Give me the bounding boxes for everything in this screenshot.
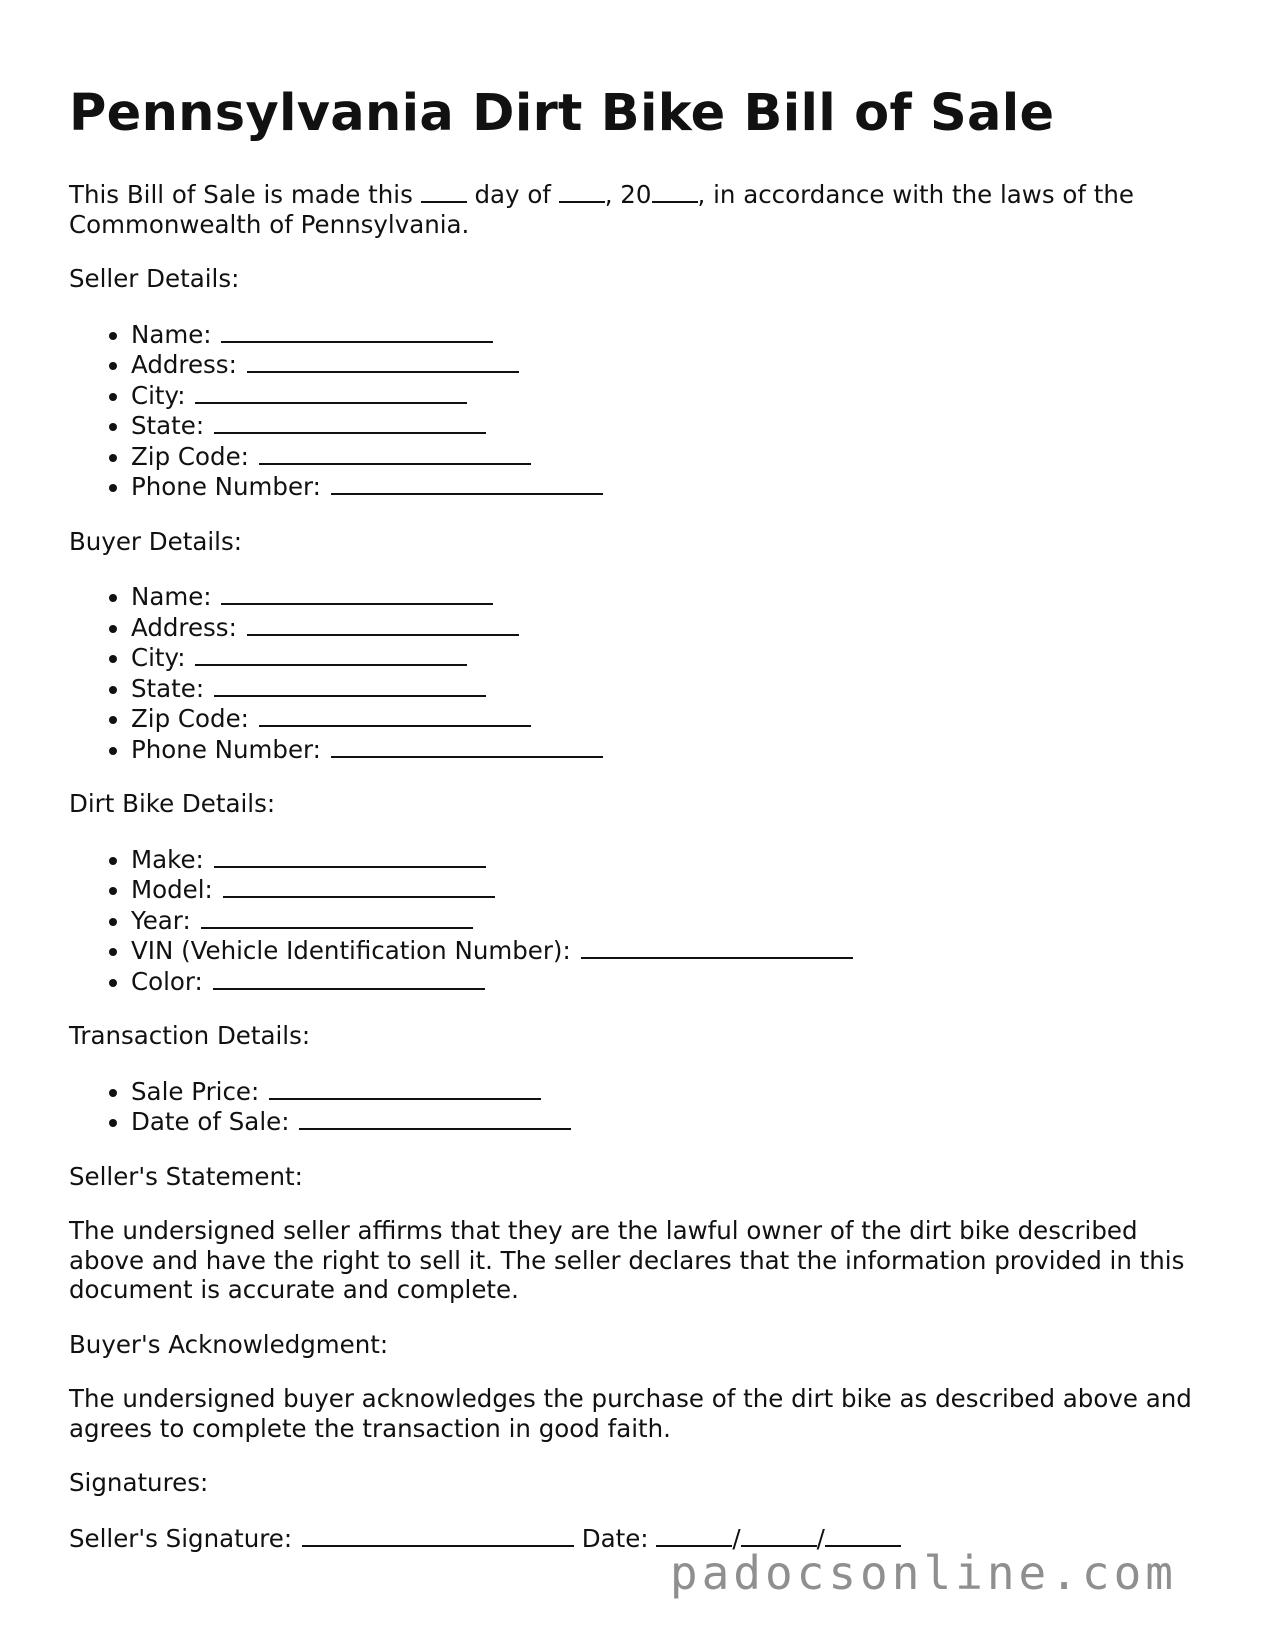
- list-item: [131, 349, 1209, 380]
- date-separator: /: [732, 1523, 741, 1553]
- list-item: [131, 874, 1209, 905]
- seller-address-label: Address:: [131, 350, 237, 379]
- sale-date-label: Date of Sale:: [131, 1107, 290, 1136]
- intro-text-1: This Bill of Sale is made this: [69, 180, 413, 209]
- list-item: [131, 319, 1209, 350]
- buyer-zip-blank[interactable]: [259, 703, 531, 727]
- seller-city-label: City:: [131, 380, 186, 410]
- intro-text-2: day of: [474, 180, 551, 209]
- seller-city-blank[interactable]: [195, 380, 467, 404]
- bike-details-heading: Dirt Bike Details:: [69, 789, 276, 818]
- buyer-city-blank[interactable]: [195, 642, 467, 666]
- transaction-field-list: [69, 1076, 1209, 1137]
- buyer-state-label: State:: [131, 673, 205, 703]
- bike-vin-blank[interactable]: [581, 935, 853, 959]
- seller-zip-blank[interactable]: [259, 441, 531, 465]
- document-title: Pennsylvania Dirt Bike Bill of Sale: [69, 84, 1055, 143]
- seller-statement-text: The undersigned seller affirms that they are the lawful owner of the dirt bike described above and have the right to sell it. The seller declares that the information provided in this document is accurate and complete.: [69, 1216, 1185, 1304]
- bike-make-blank[interactable]: [214, 844, 486, 868]
- list-item: [131, 935, 1209, 966]
- list-item: [131, 380, 1209, 411]
- buyer-name-label: Name:: [131, 582, 212, 611]
- buyer-phone-label: Phone Number:: [131, 734, 321, 764]
- list-item: [131, 581, 1209, 612]
- list-item: [131, 612, 1209, 643]
- seller-name-blank[interactable]: [221, 319, 493, 343]
- bike-color-blank[interactable]: [213, 966, 485, 990]
- signature-month-blank[interactable]: [656, 1523, 732, 1547]
- seller-phone-label: Phone Number:: [131, 472, 321, 501]
- bike-model-label: Model:: [131, 875, 213, 904]
- year-blank[interactable]: [652, 179, 698, 203]
- intro-text-3: , 20: [604, 180, 652, 209]
- buyer-zip-label: Zip Code:: [131, 704, 249, 733]
- bike-year-label: Year:: [131, 905, 191, 935]
- buyer-address-blank[interactable]: [247, 612, 519, 636]
- seller-state-label: State:: [131, 411, 205, 440]
- list-item: [131, 471, 1209, 502]
- buyer-field-list: [69, 581, 1209, 764]
- list-item: [131, 966, 1209, 997]
- list-item: [131, 703, 1209, 734]
- month-blank[interactable]: [559, 179, 605, 203]
- document-body: [69, 179, 1209, 1553]
- date-separator: /: [816, 1523, 825, 1553]
- buyer-name-blank[interactable]: [221, 581, 493, 605]
- list-item: [131, 844, 1209, 875]
- list-item: [131, 441, 1209, 472]
- list-item: [131, 642, 1209, 673]
- bike-model-blank[interactable]: [223, 874, 495, 898]
- bike-vin-label: VIN (Vehicle Identification Number):: [131, 936, 571, 965]
- buyer-acknowledgment-heading: Buyer's Acknowledgment:: [69, 1329, 389, 1359]
- buyer-phone-blank[interactable]: [331, 734, 603, 758]
- list-item: [131, 734, 1209, 765]
- seller-state-blank[interactable]: [214, 410, 486, 434]
- bike-field-list: [69, 844, 1209, 997]
- bike-year-blank[interactable]: [201, 905, 473, 929]
- list-item: [131, 410, 1209, 441]
- seller-statement-heading: Seller's Statement:: [69, 1161, 303, 1191]
- seller-signature-blank[interactable]: [302, 1523, 574, 1547]
- buyer-city-label: City:: [131, 643, 186, 672]
- intro-paragraph: [69, 179, 1209, 239]
- list-item: [131, 673, 1209, 704]
- seller-phone-blank[interactable]: [331, 471, 603, 495]
- site-watermark: padocsonline.com: [669, 1546, 1177, 1600]
- seller-field-list: [69, 319, 1209, 502]
- buyer-state-blank[interactable]: [214, 673, 486, 697]
- intro-text-4: , in accordance with the laws of the Commonwealth of Pennsylvania.: [69, 180, 1134, 239]
- day-blank[interactable]: [421, 179, 467, 203]
- seller-signature-label: Seller's Signature:: [69, 1523, 293, 1553]
- seller-name-label: Name:: [131, 319, 212, 349]
- transaction-details-heading: Transaction Details:: [69, 1021, 311, 1050]
- bike-make-label: Make:: [131, 844, 204, 874]
- bike-color-label: Color:: [131, 966, 203, 996]
- seller-zip-label: Zip Code:: [131, 441, 249, 471]
- seller-details-heading: Seller Details:: [69, 264, 240, 293]
- buyer-details-heading: Buyer Details:: [69, 526, 242, 556]
- seller-address-blank[interactable]: [247, 349, 519, 373]
- sale-price-blank[interactable]: [269, 1076, 541, 1100]
- sale-date-blank[interactable]: [299, 1106, 571, 1130]
- sale-price-label: Sale Price:: [131, 1076, 260, 1106]
- list-item: [131, 1106, 1209, 1137]
- buyer-address-label: Address:: [131, 612, 237, 642]
- signature-year-blank[interactable]: [825, 1523, 901, 1547]
- signature-day-blank[interactable]: [741, 1523, 817, 1547]
- buyer-acknowledgment-text: The undersigned buyer acknowledges the purchase of the dirt bike as described above and agrees to complete the transaction in good faith.: [69, 1384, 1192, 1443]
- list-item: [131, 905, 1209, 936]
- signature-date-label: Date:: [581, 1523, 649, 1553]
- list-item: [131, 1076, 1209, 1107]
- signatures-heading: Signatures:: [69, 1468, 209, 1497]
